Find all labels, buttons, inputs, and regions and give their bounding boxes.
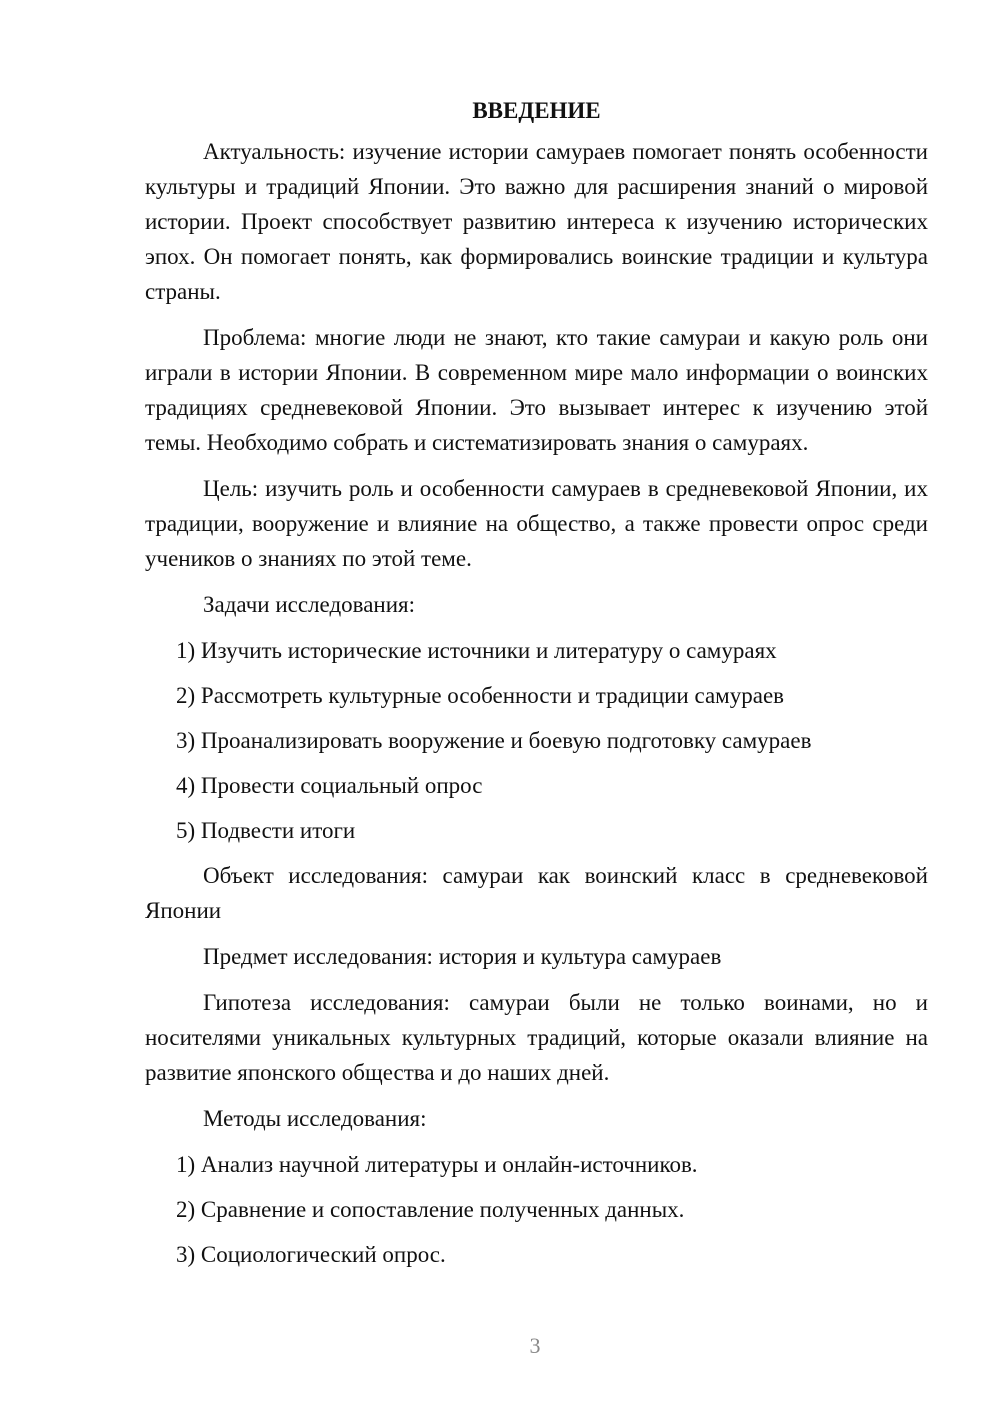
method-item-1: 1) Анализ научной литературы и онлайн-источников. — [176, 1152, 698, 1177]
task-item-4: 4) Провести социальный опрос — [176, 773, 483, 798]
method-item-2: 2) Сравнение и сопоставление полученных данных. — [176, 1197, 685, 1222]
methods-heading: Методы исследования: — [203, 1106, 427, 1131]
object-paragraph: Объект исследования: самураи как воинский класс в средневековой Японии — [145, 863, 928, 923]
page-content — [145, 93, 928, 1282]
method-item-3: 3) Социологический опрос. — [176, 1242, 446, 1267]
task-item-3: 3) Проанализировать вооружение и боевую подготовку самураев — [176, 728, 812, 753]
relevance-paragraph: Актуальность: изучение истории самураев помогает понять особенности культуры и традиций Японии. Это важно для расширения знаний о мировой истории. Проект способствует развитию интереса к изучению исторических эпох. Он помогает понять, как формировались воинские традиции и культура страны. — [145, 139, 928, 304]
goal-paragraph: Цель: изучить роль и особенности самураев в средневековой Японии, их традиции, вооружение и влияние на общество, а также провести опрос среди учеников о знаниях по этой теме. — [145, 476, 928, 571]
task-item-5: 5) Подвести итоги — [176, 818, 356, 843]
task-item-2: 2) Рассмотреть культурные особенности и традиции самураев — [176, 683, 785, 708]
hypothesis-paragraph: Гипотеза исследования: самураи были не только воинами, но и носителями уникальных культурных традиций, которые оказали влияние на развитие японского общества и до наших дней. — [145, 990, 928, 1085]
subject-paragraph: Предмет исследования: история и культура самураев — [203, 944, 722, 969]
task-item-1: 1) Изучить исторические источники и литературу о самураях — [176, 638, 777, 663]
section-title: ВВЕДЕНИЕ — [472, 98, 601, 123]
problem-paragraph: Проблема: многие люди не знают, кто такие самураи и какую роль они играли в истории Японии. В современном мире мало информации о воинских традициях средневековой Японии. Это вызывает интерес к изучению этой темы. Необходимо собрать и систематизировать знания о самураях. — [145, 325, 928, 455]
tasks-heading: Задачи исследования: — [203, 592, 416, 617]
page-number: 3 — [529, 1333, 541, 1358]
